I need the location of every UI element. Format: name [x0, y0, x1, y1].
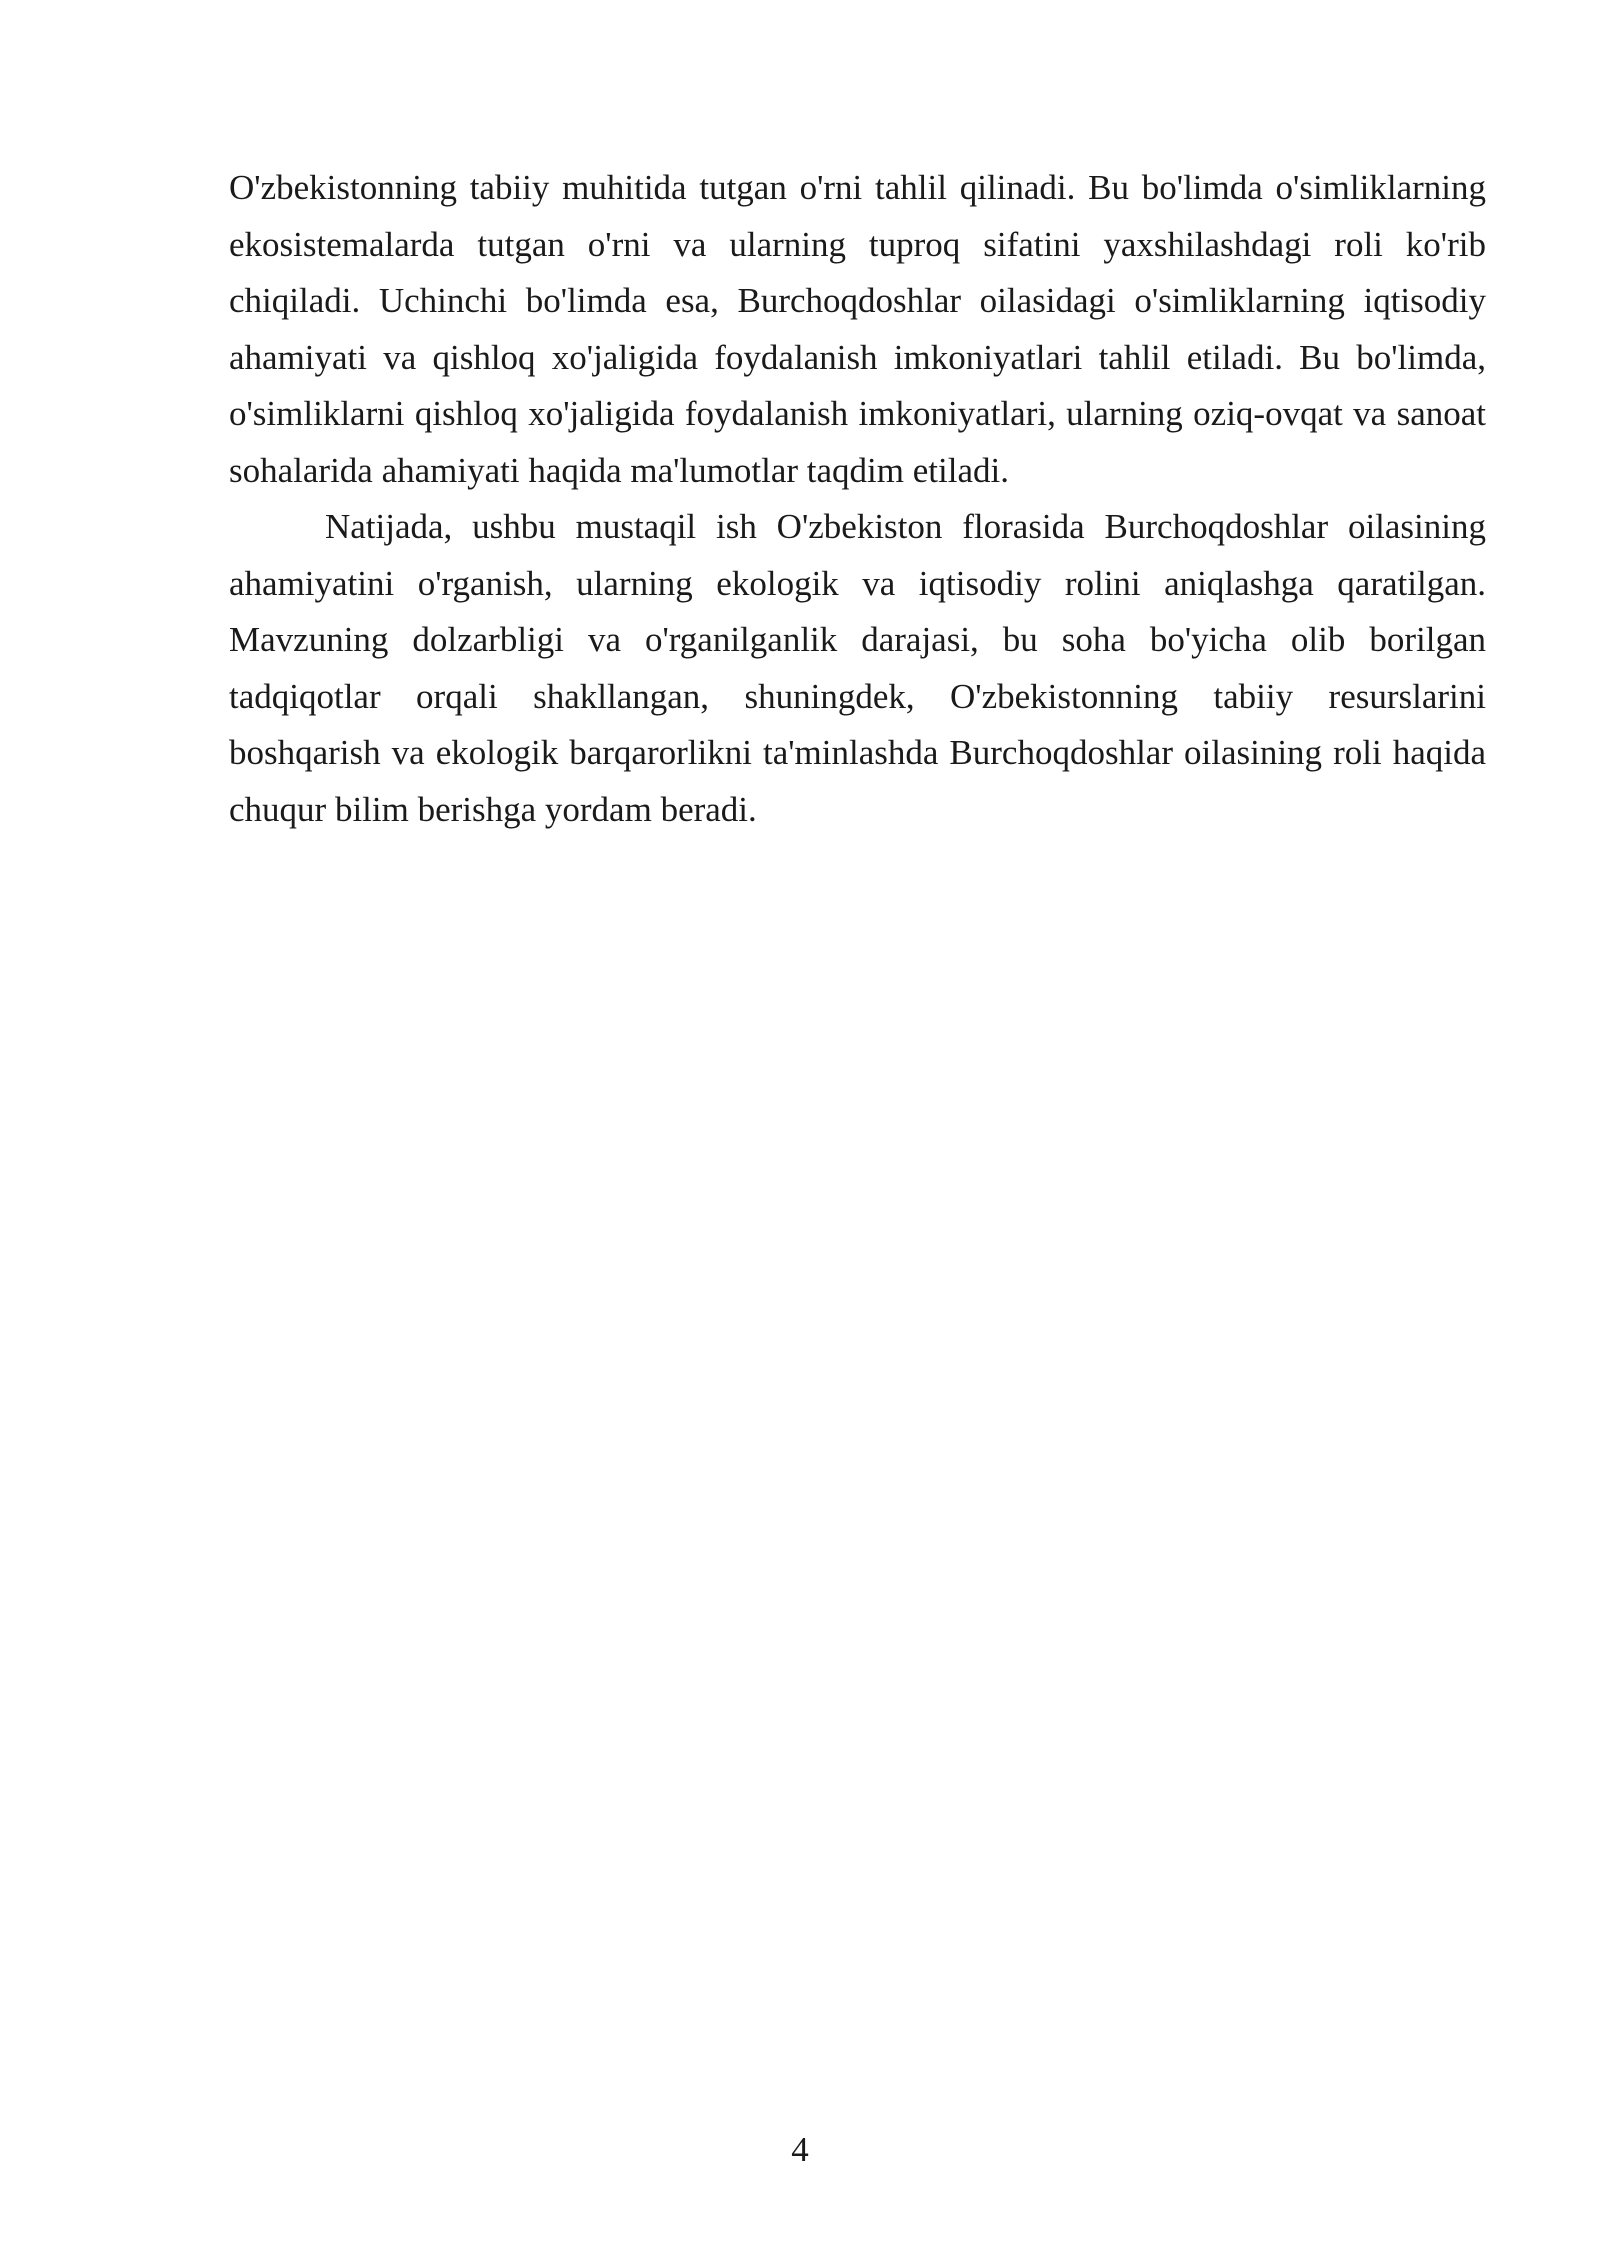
page-number: 4: [791, 2130, 809, 2169]
body-text: [229, 160, 1486, 838]
paragraph-conclusion: Natijada, ushbu mustaqil ish O'zbekiston florasida Burchoqdoshlar oilasining ahamiyatini o'rganish, ularning ekologik va iqtisodiy rolini aniqlashga qaratilgan. Mavzuning dolzarbligi va o'rganilganlik darajasi, bu soha bo'yicha olib borilgan tadqiqotlar orqali shakllangan, shuningdek, O'zbekistonning tabiiy resurslarini boshqarish va ekologik barqarorlikni ta'minlashda Burchoqdoshlar oilasining roli haqida chuqur bilim berishga yordam beradi.: [229, 507, 1486, 829]
paragraph-continued: O'zbekistonning tabiiy muhitida tutgan o'rni tahlil qilinadi. Bu bo'limda o'simliklarning ekosistemalarda tutgan o'rni va ularning tuproq sifatini yaxshilashdagi roli ko'rib chiqiladi. Uchinchi bo'limda esa, Burchoqdoshlar oilasidagi o'simliklarning iqtisodiy ahamiyati va qishloq xo'jaligida foydalanish imkoniyatlari tahlil etiladi. Bu bo'limda, o'simliklarni qishloq xo'jaligida foydalanish imkoniyatlari, ularning oziq-ovqat va sanoat sohalarida ahamiyati haqida ma'lumotlar taqdim etiladi.: [229, 168, 1486, 490]
